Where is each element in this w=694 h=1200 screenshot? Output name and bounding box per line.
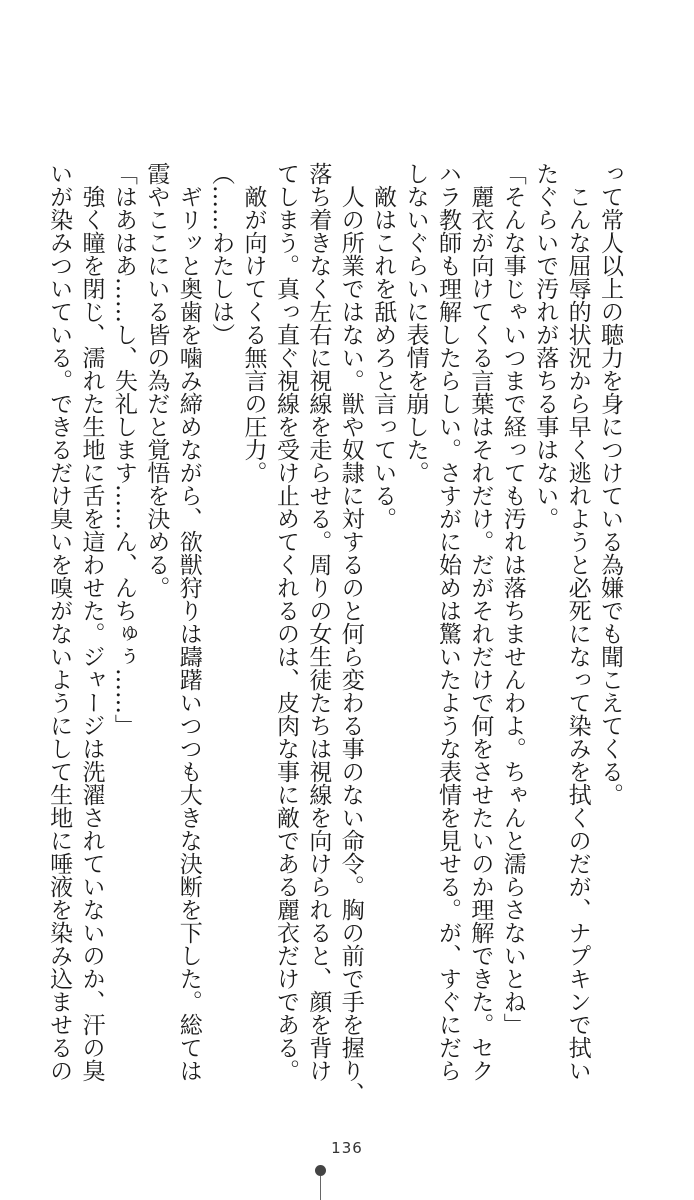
- text-line: 強く瞳を閉じ、濡れた生地に舌を這わせた。ジャージは洗濯されていないのか、汗の臭: [78, 162, 105, 1082]
- text-line: こんな屈辱的状況から早く逃れようと必死になって染みを拭くのだが、ナプキンで拭い: [564, 162, 591, 1082]
- dialogue-line: 「そんな事じゃいつまで経っても汚れは落ちませんわよ。ちゃんと濡らさないとね」: [499, 162, 526, 1036]
- text-line: てしまう。真っ直ぐ視線を受け止めてくれるのは、皮肉な事に敵である麗衣だけである。: [272, 162, 299, 1082]
- folio-dot-icon: [315, 1165, 326, 1176]
- text-line: ギリッと奥歯を噛み締めながら、欲獣狩りは躊躇いつつも大きな決断を下した。総ては: [175, 162, 202, 1082]
- thought-line: （……わたしは）: [208, 162, 235, 346]
- text-line: 人の所業ではない。獣や奴隷に対するのと何ら変わる事のない命令。胸の前で手を握り、: [337, 162, 364, 1105]
- text-line: ハラ教師も理解したらしい。さすがに始めは驚いたような表情を見せる。が、すぐにだら: [434, 162, 461, 1082]
- text-line: いが染みついている。できるだけ臭いを嗅がないようにして生地に唾液を染み込ませるの: [46, 162, 73, 1082]
- vertical-text-block: [43, 162, 626, 1105]
- folio-rule: [320, 1176, 321, 1200]
- text-line: 敵が向けてくる無言の圧力。: [240, 162, 267, 484]
- text-line: 麗衣が向けてくる言葉はそれだけ。だがそれだけで何をさせたいのか理解できた。セク: [467, 162, 494, 1082]
- text-line: 敵はこれを舐めろと言っている。: [370, 162, 397, 530]
- text-line: 落ち着きなく左右に視線を走らせる。周りの女生徒たちは視線を向けられると、顔を背け: [305, 162, 332, 1082]
- dialogue-line: 「はあはあ……し、失礼します……ん、んちゅぅ……」: [110, 162, 137, 737]
- page-number: 136: [331, 1139, 363, 1157]
- text-line: たぐらいで汚れが落ちる事はない。: [532, 162, 559, 530]
- text-line: 霞やここにいる皆の為だと覚悟を決める。: [143, 162, 170, 599]
- text-line: しないぐらいに表情を崩した。: [402, 162, 429, 484]
- text-line: って常人以上の聴力を身につけている為嫌でも聞こえてくる。: [597, 162, 623, 806]
